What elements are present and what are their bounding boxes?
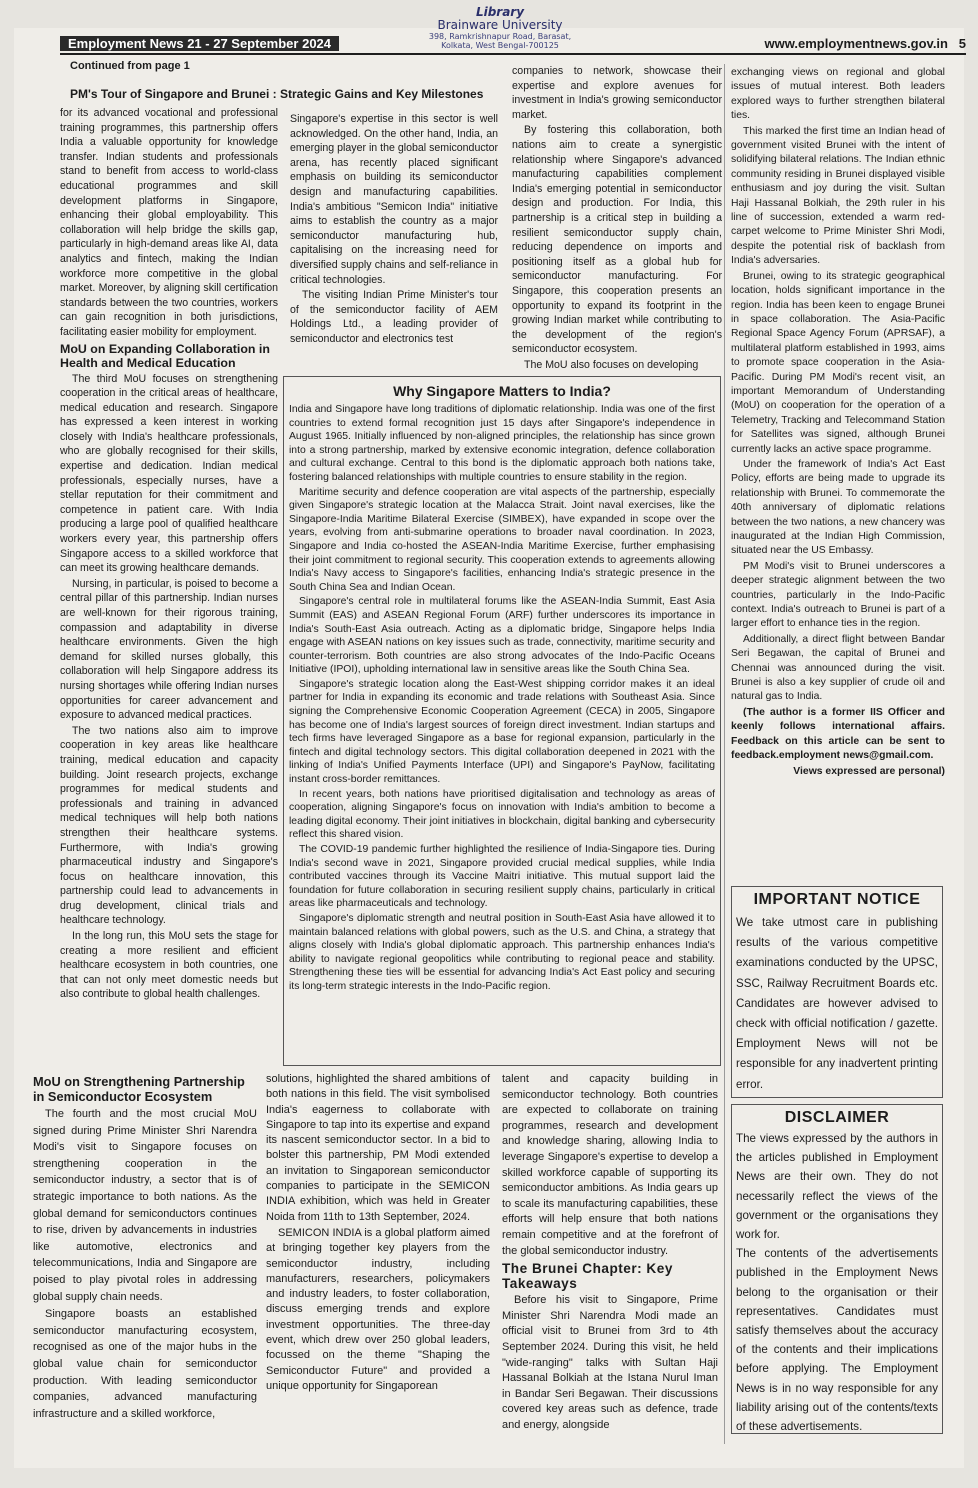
paragraph: The two nations also aim to improve cooperation in key areas like healthcare training, medical education and capacity building. Joint research projects, exchange programmes for medical students and professionals and training in advanced medical techniques will help both nations strengthen their healthcare systems. Furthermore, with India's growing pharmaceutical industry and Singapore's focus on healthcare innovation, this partnership could lead to advancements in drug development, clinical trials and healthcare technology. bbox=[60, 724, 278, 927]
column-2 bbox=[290, 112, 498, 348]
stamp-address: 398, Ramkrishnapur Road, Barasat, Kolkata, West Bengal-700125 bbox=[428, 32, 572, 50]
paragraph: India and Singapore have long traditions of diplomatic relationship. India was one of the first countries to extend formal recognition just 15 days after Singapore's independence in August 1965. Initially influenced by non-aligned principles, the relationship has since grown into a strong partnership, marked by extensive economic integration, defence collaboration and cultural exchange. Central to this bond is the diplomatic approach both nations take, fostering balanced relationships with multiple countries to ensure stability in the region. bbox=[289, 404, 715, 483]
paragraph: This marked the first time an Indian head of government visited Brunei with the intent of solidifying bilateral relations. The Indian ethnic community residing in Brunei displayed visible enthusiasm and joy during the visit. Sultan Haji Hassanal Bolkiah, the 29th ruler in his line of succession, extended a warm red-carpet welcome to Prime Minister Shri Modi, despite the potential risk of backlash from India's adversaries. bbox=[731, 125, 945, 267]
paragraph: The third MoU focuses on strengthening cooperation in the critical areas of healthcare, medical education and research. Singapore has expressed a keen interest in working closely with India's healthcare professionals, who are globally recognised for their skills, expertise and dedication. Indian medical professionals, especially nurses, have a stellar reputation for their commitment and competence in patient care. With India producing a large pool of qualified healthcare workers every year, this partnership offers Singapore access to a skilled workforce that can meet its growing healthcare demands. bbox=[60, 372, 278, 575]
paragraph: SEMICON INDIA is a global platform aimed at bringing together key players from the semiconductor industry, including manufacturers, researchers, policymakers and industry leaders, to foster collaboration, discuss emerging trends and explore investment opportunities. The three-day event, which drew over 250 global leaders, focussed on the theme "Shaping the Semiconductor Future" and provided a unique opportunity for Singaporean bbox=[266, 1226, 490, 1392]
author-note: (The author is a former IIS Officer and keenly follows international affairs. Feedback on this article can be sent to feedback.employment news@gmail.com. bbox=[731, 706, 945, 762]
important-notice-box bbox=[731, 886, 943, 1098]
stamp-library: Library bbox=[475, 5, 525, 19]
notice-text: We take utmost care in publishing results of the various competitive examinations conducted by the UPSC, SSC, Railway Recruitment Boards etc. Candidates are however advised to check with official notification / gazette. Employment News will not be responsible for any inadvertent printing error. bbox=[736, 916, 938, 1091]
views-note: Views expressed are personal) bbox=[793, 765, 945, 777]
paragraph: Maritime security and defence cooperation are vital aspects of the partnership, especially given Singapore's strategic location at the Malacca Strait. Joint naval exercises, like the Singapore-India Maritime Bilateral Exercise (SIMBEX), have expanded in scope over the years, evolving from anti-submarine operations to broader naval coordination. In 2023, Singapore and India co-hosted the ASEAN-India Maritime Exercise, further emphasising their joint commitment to regional security. This cooperation extends to agreements allowing India's Navy access to Singapore's facilities, enhancing India's strategic presence in the South China Sea and Indian Ocean. bbox=[289, 486, 715, 593]
column-3 bbox=[512, 64, 722, 373]
paragraph: talent and capacity building in semiconductor technology. Both countries are expected to collaborate on training programmes, research and development and knowledge sharing, allowing India to leverage Singapore's expertise to develop a skilled workforce capable of supporting its semiconductor ambitions. As India gears up to scale its manufacturing capabilities, these efforts will help ensure that both nations remain competitive and at the forefront of the global semiconductor industry. bbox=[502, 1073, 718, 1257]
paragraph: Singapore's expertise in this sector is well acknowledged. On the other hand, India, an emerging player in the global semiconductor arena, has recently placed significant emphasis on building its semiconductor design and manufacturing capabilities. India's ambitious "Semicon India" initiative aims to establish the country as a major semiconductor manufacturing hub, capitalising on the increasing need for diversified supply chains and self-reliance in critical technologies. bbox=[290, 113, 498, 286]
why-singapore-box bbox=[283, 376, 721, 1066]
continued-note: Continued from page 1 bbox=[70, 60, 190, 72]
paragraph: The MoU also focuses on developing bbox=[524, 358, 699, 371]
lower-column-1 bbox=[33, 1072, 257, 1423]
paragraph: exchanging views on regional and global issues of mutual interest. Both leaders explored ways to further strengthen bilateral ties. bbox=[731, 67, 945, 122]
paragraph: solutions, highlighted the shared ambitions of both nations in this field. The visit symbolised India's eagerness to collaborate with Singapore to tap into its expertise and expand its nascent semiconductor sector. In a bid to bolster this partnership, PM Modi extended an invitation to Singaporean semiconductor companies to participate in the SEMICON INDIA exhibition, which was held in Greater Noida from 11th to 13th September, 2024. bbox=[266, 1073, 490, 1223]
paragraph: PM Modi's visit to Brunei underscores a deeper strategic alignment between the two countries, particularly in the Indo-Pacific context. India's outreach to Brunei is part of a larger effort to enhance ties in the region. bbox=[731, 560, 945, 630]
heading-brunei: The Brunei Chapter: Key Takeaways bbox=[502, 1261, 673, 1292]
paragraph: The fourth and the most crucial MoU signed during Prime Minister Shri Narendra Modi's visit to Singapore focuses on strengthening cooperation in the semiconductor industry, a sector that is of strategic importance to both nations. As the global demand for semiconductors continues to rise, driven by advancements in industries like automotive, electronics and telecommunications, India and Singapore are poised to play pivotal roles in addressing global supply chain needs. bbox=[33, 1108, 257, 1303]
disclaimer-para-2: The contents of the advertisements published in the Employment News belong to the organisation or their representatives. Candidates must satisfy themselves about the accuracy of the contents and their implications before applying. The Employment News is in no way responsible for any liability arising out of the contents/texts of these advertisements. bbox=[736, 1247, 938, 1434]
lower-column-2 bbox=[266, 1072, 490, 1395]
disclaimer-box bbox=[731, 1104, 943, 1434]
article-title: PM's Tour of Singapore and Brunei : Strategic Gains and Key Milestones bbox=[70, 87, 484, 101]
column-4 bbox=[731, 66, 945, 780]
masthead bbox=[60, 36, 966, 55]
paragraph: Singapore boasts an established semiconductor manufacturing ecosystem, recognised as one of the major hubs in the global value chain for semiconductor production. With leading semiconductor companies, advanced manufacturing infrastructure and a skilled workforce, bbox=[33, 1308, 257, 1420]
paragraph: Before his visit to Singapore, Prime Minister Shri Narendra Modi made an official visit to Brunei from 3rd to 4th September 2024. During this visit, he held "wide-ranging" talks with Sultan Haji Hassanal Bolkiah at the Istana Nurul Iman in Bandar Seri Begawan. Their discussions covered key areas such as defence, trade and energy, alongside bbox=[502, 1294, 718, 1431]
paragraph: Singapore's central role in multilateral forums like the ASEAN-India Summit, East Asia Summit (EAS) and ASEAN Regional Forum (ARF) further underscores its importance in India's South-East Asia outreach. Acting as a diplomatic bridge, Singapore helps India engage with ASEAN nations on key issues such as trade, connectivity, maritime security and counter-terrorism. Both countries are also strong advocates of the Indo-Pacific Oceans Initiative (IPOI), upholding international law in sensitive areas like the South China Sea. bbox=[289, 596, 715, 676]
disclaimer-para-1: The views expressed by the authors in the articles published in Employment News are their own. They do not necessarily reflect the views of the government or the organisations they work for. bbox=[736, 1132, 938, 1242]
paragraph: Brunei, owing to its strategic geographical location, holds significant importance in the region. India has been keen to engage Brunei in space collaboration. The Asia-Pacific Regional Space Agency Forum (APRSAF), a multilateral platform established in 1993, aims to promote space cooperation in the Asia-Pacific. During PM Modi's recent visit, an important Memorandum of Understanding (MoU) on cooperation for the operation of a Telemetry, Tracking and Telecommand Station for Satellites was signed, although Brunei currently lacks an active space programme. bbox=[731, 270, 945, 455]
stamp-university: Brainware University bbox=[437, 18, 563, 32]
column-divider bbox=[724, 64, 725, 1444]
edition-label: Employment News 21 - 27 September 2024 bbox=[60, 36, 339, 51]
page-number: 5 bbox=[958, 36, 966, 51]
paragraph: Additionally, a direct flight between Bandar Seri Begawan, the capital of Brunei and Chennai was announced during the visit. Brunei is also a key supplier of crude oil and natural gas to India. bbox=[731, 633, 945, 703]
notice-title: IMPORTANT NOTICE bbox=[753, 891, 921, 908]
box-title: Why Singapore Matters to India? bbox=[393, 383, 611, 399]
paragraph: for its advanced vocational and professional training programmes, this partnership offers India a valuable opportunity for knowledge transfer. Indian students and professionals stand to benefit from access to world-class educational programmes and skill development platforms in Singapore, enhancing their global employability. This collaboration will help bridge the skills gap, particularly in high-demand areas like AI, data analytics and fintech, making the Indian workforce more competitive in the global market. Moreover, by aligning skill certification standards between the two countries, workers can gain recognition in both jurisdictions, facilitating easier mobility for employment. bbox=[60, 107, 278, 338]
paragraph: The COVID-19 pandemic further highlighted the resilience of India-Singapore ties. During India's second wave in 2021, Singapore provided crucial medical supplies, while India contributed vaccines through its Vaccine Maitri initiative. This mutual support laid the foundation for future collaboration in securing resilient supply chains, particularly in critical areas like pharmaceuticals and technology. bbox=[289, 844, 715, 910]
paragraph: In the long run, this MoU sets the stage for creating a more resilient and efficient healthcare ecosystem in both countries, one that can not only meet domestic needs but also contribute to global health challenges. bbox=[60, 930, 278, 1001]
paragraph: Under the framework of India's Act East Policy, efforts are being made to upgrade its relationship with Brunei. To commemorate the 40th anniversary of diplomatic relations between the two nations, a new chancery was inaugurated at the Indian High Commission, situated near the US Embassy. bbox=[731, 458, 945, 557]
paragraph: The visiting Indian Prime Minister's tour of the semiconductor facility of AEM Holdings Ltd., a leading provider of semiconductor and electronics test bbox=[290, 289, 498, 345]
paragraph: In recent years, both nations have prioritised digitalisation and technology as areas of cooperation, aligning Singapore's focus on innovation with India's ambition to become a leading digital economy. Their joint initiatives in blockchain, digital banking and cybersecurity reflect this shared vision. bbox=[289, 788, 715, 841]
paragraph: By fostering this collaboration, both nations aim to create a synergistic relationship where Singapore's advanced manufacturing capabilities complement India's emerging potential in semiconductor design and production. For India, this partnership is a critical step in building a resilient semiconductor supply chain, reducing dependence on imports and positioning itself as a global hub for semiconductor manufacturing. For Singapore, this cooperation presents an opportunity to expand its footprint in the growing Indian market while contributing to the development of the region's semiconductor ecosystem. bbox=[512, 124, 722, 356]
website-link[interactable]: www.employmentnews.gov.in bbox=[764, 36, 948, 51]
paragraph: Singapore's strategic location along the East-West shipping corridor makes it an ideal partner for India in expanding its economic and trade relations with Southeast Asia. Since signing the Comprehensive Economic Cooperation Agreement (CECA) in 2005, Singapore has become one of India's largest sources of foreign direct investment. Indian startups and tech firms have leveraged Singapore as a base for regional expansion, particularly in the fintech and digital technology sectors. This digital collaboration deepened in 2021 with the linking of India's Unified Payments Interface (UPI) and Singapore's PayNow, facilitating instant cross-border remittances. bbox=[289, 678, 715, 786]
paragraph: Nursing, in particular, is poised to become a central pillar of this partnership. Indian nurses are well-known for their rigorous training, compassion and adaptability in diverse healthcare environments. Given the high demand for skilled nurses globally, this collaboration will help Singapore address its nursing shortages while offering Indian nurses opportunities for career advancement and exposure to advanced medical practices. bbox=[60, 577, 278, 722]
disclaimer-title: DISCLAIMER bbox=[784, 1109, 890, 1126]
heading-semiconductor-mou: MoU on Strengthening Partnership in Semiconductor Ecosystem bbox=[33, 1074, 245, 1104]
paragraph: Singapore's diplomatic strength and neutral position in South-East Asia have allowed it to maintain balanced relations with global powers, such as the U.S. and China, a strategy that aligns closely with India's global diplomatic approach. This partnership enhances India's ability to navigate regional geopolitics while contributing to regional peace and stability. Strengthening these ties will be essential for advancing India's Act East policy and securing its long-term strategic interests in the Indo-Pacific region. bbox=[289, 912, 715, 992]
column-1 bbox=[60, 106, 278, 1003]
paragraph: companies to network, showcase their expertise and explore avenues for investment in India's growing semiconductor market. bbox=[512, 65, 722, 121]
lower-column-3 bbox=[502, 1072, 718, 1434]
box-body bbox=[284, 403, 720, 994]
heading-health-mou: MoU on Expanding Collaboration in Health and Medical Education bbox=[60, 341, 270, 370]
